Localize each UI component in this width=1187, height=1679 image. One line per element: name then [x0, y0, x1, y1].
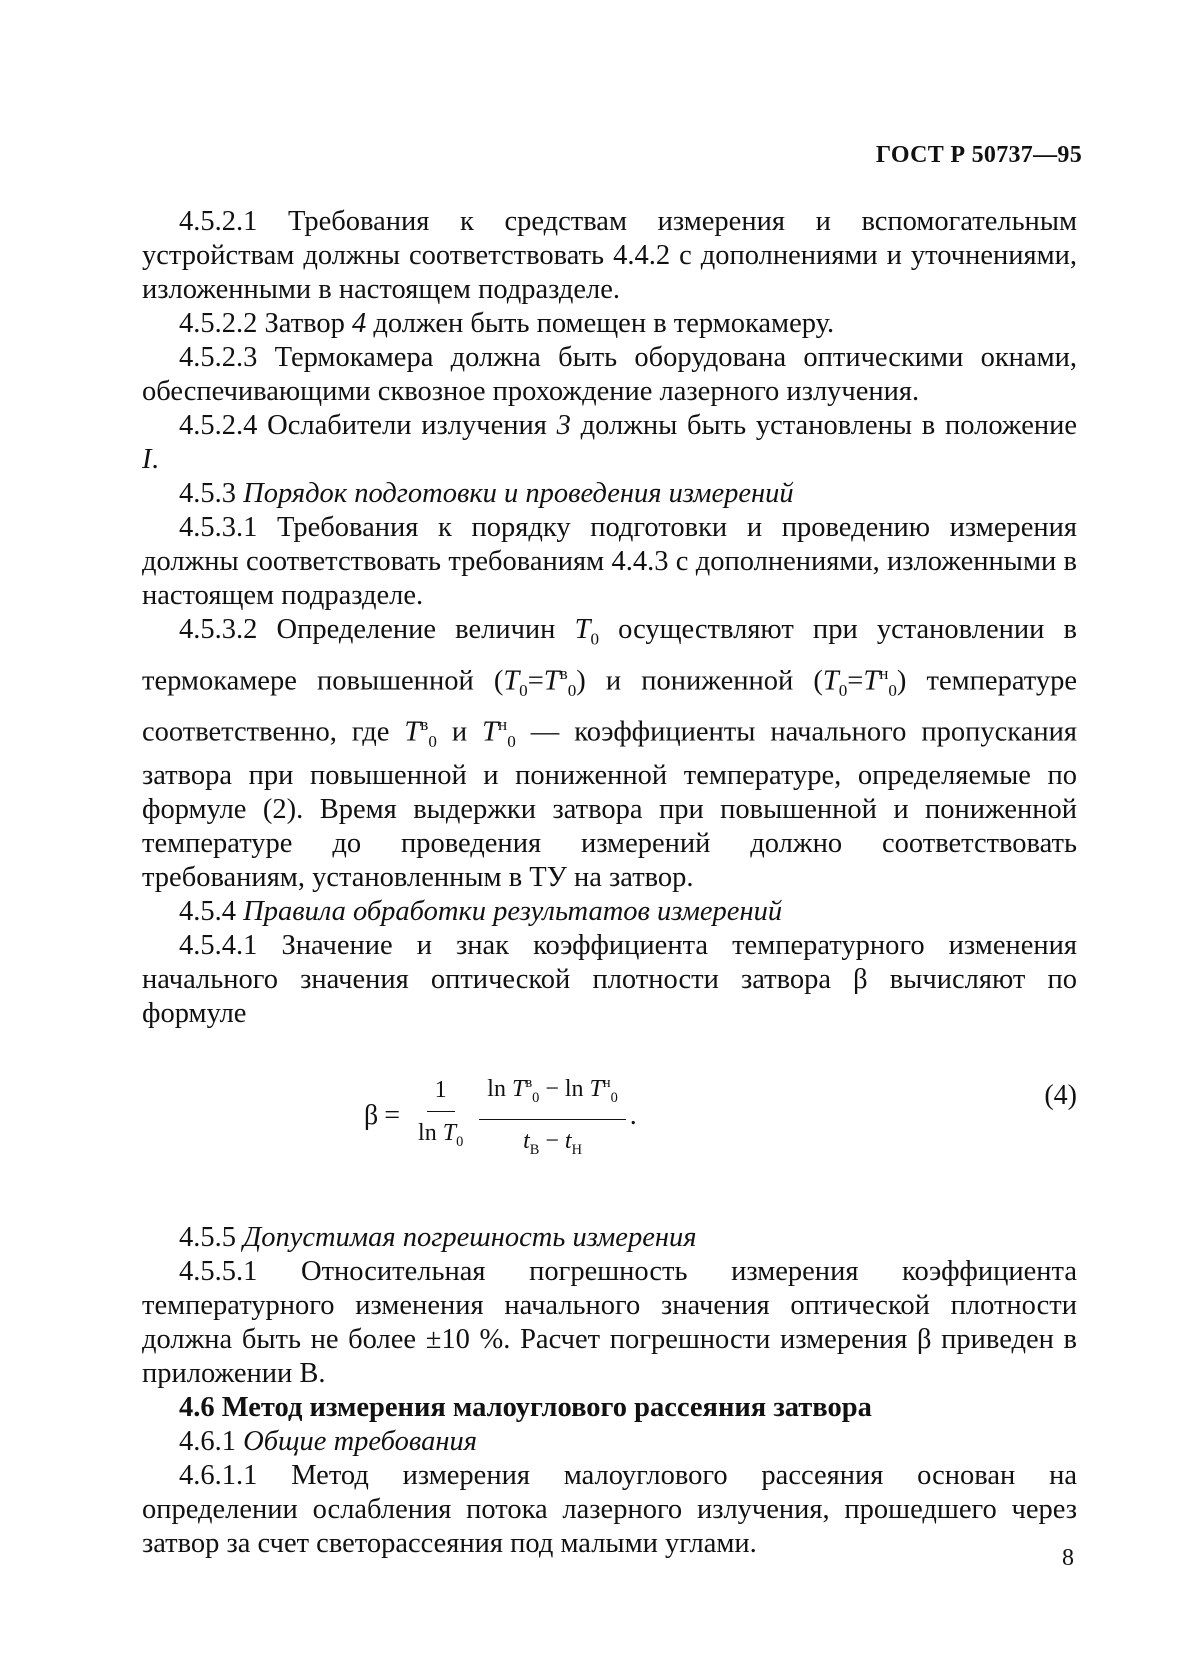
paragraph-4-5-3-1: 4.5.3.1 Требования к порядку подготовки и проведению измерения должны соответствовать требованиям 4.4.3 с дополнениями, изложенными в настоящем подразделе.: [142, 512, 1077, 611]
subscript-0: 0: [888, 680, 897, 700]
heading-number: 4.5.4: [179, 896, 244, 928]
ln-operator: ln: [487, 1076, 506, 1103]
paragraph-4-5-2-4: [142, 409, 1077, 477]
superscript-n: н: [602, 1075, 611, 1092]
equation-number: (4): [1044, 1080, 1077, 1112]
symbol-T: T: [442, 1120, 457, 1147]
paragraph-4-6-1-1: 4.6.1.1 Метод измерения малоуглового рассеяния основан на определении ослабления потока лазерного излучения, прошедшего через затвор за счет светорассеяния под малыми углами.: [142, 1460, 1077, 1560]
subscript-V: В: [529, 1141, 540, 1158]
denominator: [515, 1120, 590, 1167]
heading-number: 4.5.5: [179, 1222, 244, 1254]
text-part: осуществляют при установлении в термокамере повышенной (: [142, 614, 1077, 697]
subscript-0: 0: [532, 1089, 540, 1106]
symbol-T: T: [863, 665, 880, 697]
page-number: 8: [1062, 1545, 1074, 1571]
paragraph-4-5-2-3: 4.5.2.3 Термокамера должна быть оборудована оптическими окнами, обеспечивающими сквозное прохождение лазерного излучения.: [142, 342, 1077, 407]
text-part: ) и пониженной (: [576, 665, 823, 697]
subscript-0: 0: [567, 680, 577, 700]
page-content: [142, 205, 1077, 1561]
heading-4-6-1: [142, 1425, 1077, 1459]
attenuator-ref: 3: [556, 410, 571, 441]
standard-code-header: ГОСТ Р 50737—95: [875, 142, 1082, 168]
superscript-v: в: [420, 714, 429, 734]
paragraph-4-5-2-1: 4.5.2.1 Требования к средствам измерения и вспомогательным устройствам должны соответствовать 4.4.2 с дополнениями и уточнениями, изложенными в настоящем подразделе.: [142, 206, 1077, 305]
formula-4-block: [142, 1031, 1077, 1221]
text-part: 4.5.2.2 Затвор: [179, 308, 353, 339]
text-part: ) температуре соответственно, где: [142, 665, 1077, 748]
ln-operator: ln: [418, 1120, 437, 1147]
symbol-T: T: [511, 1076, 526, 1103]
symbol-T: T: [822, 665, 839, 697]
symbol-T: T: [482, 716, 499, 748]
superscript-n: н: [498, 714, 508, 734]
text-part: 4.5.2.4 Ослабители излучения: [179, 410, 557, 441]
subscript-N: Н: [571, 1141, 582, 1158]
numerator: [479, 1066, 626, 1120]
paragraph-4-5-3-2: [142, 613, 1077, 895]
text-part: должны быть установлены в положение: [570, 410, 1078, 441]
heading-title: Общие требования: [243, 1426, 477, 1458]
minus-sign: −: [545, 1127, 559, 1154]
shutter-ref: 4: [352, 308, 367, 339]
symbol-T: T: [503, 665, 520, 697]
paragraph-4-5-2-2: [142, 307, 1077, 341]
text-part: должен быть помещен в термокамеру.: [366, 308, 835, 339]
heading-title: Порядок подготовки и проведения измерений: [243, 478, 794, 509]
ln-operator: ln: [564, 1076, 584, 1103]
paragraph-4-5-4-1: 4.5.4.1 Значение и знак коэффициента температурного изменения начального значения оптической плотности затвора β вычисляют по формуле: [142, 930, 1077, 1030]
symbol-t: t: [564, 1127, 572, 1154]
minus-sign: −: [545, 1076, 559, 1103]
superscript-v: в: [559, 663, 568, 683]
beta-symbol: β: [364, 1100, 379, 1132]
text-part: .: [151, 444, 159, 475]
fraction-one-over-lnT0: [410, 1073, 471, 1159]
section-heading-4-6: 4.6 Метод измерения малоуглового рассеяния затвора: [179, 1392, 872, 1424]
equals-sign: =: [384, 1100, 401, 1132]
superscript-n: н: [879, 663, 889, 683]
superscript-v: в: [525, 1075, 533, 1092]
beta-formula: [364, 1066, 637, 1167]
text-part: и: [436, 716, 483, 748]
heading-number: 4.5.3: [179, 478, 244, 509]
equals-sign: =: [527, 665, 544, 697]
symbol-T: T: [543, 665, 560, 697]
text-part: 4.5.3.2 Определение величин: [179, 614, 575, 645]
symbol-T: T: [589, 1076, 603, 1103]
heading-4-5-3: [142, 477, 1077, 511]
subscript-0: 0: [590, 629, 599, 649]
position-ref: I: [142, 444, 152, 475]
equals-sign: =: [847, 665, 864, 697]
symbol-T: T: [404, 716, 421, 748]
heading-number: 4.6.1: [179, 1426, 244, 1458]
subscript-0: 0: [456, 1134, 464, 1151]
formula-period: .: [629, 1100, 637, 1132]
subscript-0: 0: [838, 680, 848, 700]
symbol-T: T: [574, 614, 591, 645]
denominator: [410, 1112, 471, 1159]
symbol-t: t: [523, 1127, 530, 1154]
heading-title: Правила обработки результатов измерений: [243, 896, 783, 928]
fraction-ln-difference: [479, 1066, 626, 1167]
subscript-0: 0: [507, 732, 516, 752]
subscript-0: 0: [428, 732, 437, 752]
numeral-one: 1: [434, 1077, 447, 1104]
paragraph-4-5-5-1: 4.5.5.1 Относительная погрешность измерения коэффициента температурного изменения начального значения оптической плотности должна быть не более ±10 %. Расчет погрешности измерения β приведен в приложении В.: [142, 1256, 1077, 1390]
subscript-0: 0: [519, 680, 528, 700]
text-part: — коэффициенты начального пропускания затвора при повышенной и пониженной температуре, определяемые по формуле (2). Время выдержки затвора при повышенной и пониженной температуре до проведения измерений должно соответствовать требованиям, установленным в ТУ на затвор.: [142, 716, 1077, 894]
heading-title: Допустимая погрешность измерения: [243, 1222, 697, 1254]
heading-4-5-5: [142, 1221, 1077, 1255]
numerator: [427, 1073, 455, 1112]
subscript-0: 0: [610, 1089, 618, 1106]
heading-4-5-4: [142, 895, 1077, 929]
